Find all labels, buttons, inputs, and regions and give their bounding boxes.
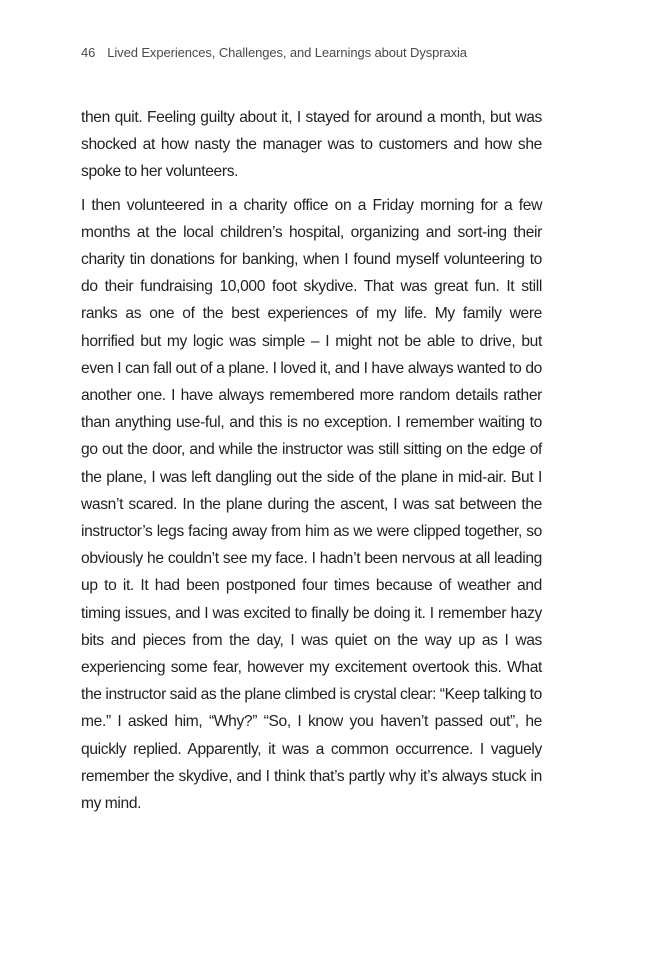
running-title: Lived Experiences, Challenges, and Learnings about Dyspraxia — [107, 45, 467, 60]
paragraph-2: I then volunteered in a charity office on a Friday morning for a few months at the local children’s hospital, organizing and sort-ing their charity tin donations for banking, when I found myself volunteering to do their fundraising 10,000 foot skydive. That was great fun. It still ranks as one of the best experiences of my life. My family were horrified but my logic was simple – I might not be able to drive, but even I can fall out of a plane. I loved it, and I have always wanted to do another one. I have always remembered more random details rather than anything use-ful, and this is no exception. I remember waiting to go out the door, and while the instructor was still sitting on the edge of the plane, I was left dangling out the side of the plane in mid-air. But I wasn’t scared. In the plane during the ascent, I was sat between the instructor’s legs facing away from him as we were clipped together, so obviously he couldn’t see my face. I hadn’t been nervous at all leading up to it. It had been postponed four times because of weather and timing issues, and I was excited to finally be doing it. I remember hazy bits and pieces from the day, I was quiet on the way up as I was experiencing some fear, however my excitement overtook this. What the instructor said as the plane climbed is crystal clear: “Keep talking to me.” I asked him, “Why?” “So, I know you haven’t passed out”, he quickly replied. Apparently, it was a common occurrence. I vaguely remember the skydive, and I think that’s partly why it’s always stuck in my mind. — [81, 196, 542, 813]
running-header — [81, 44, 571, 62]
page-number: 46 — [81, 45, 96, 60]
body-text — [81, 104, 542, 817]
paragraph-1: then quit. Feeling guilty about it, I stayed for around a month, but was shocked at how nasty the manager was to customers and how she spoke to her volunteers. — [81, 109, 542, 181]
